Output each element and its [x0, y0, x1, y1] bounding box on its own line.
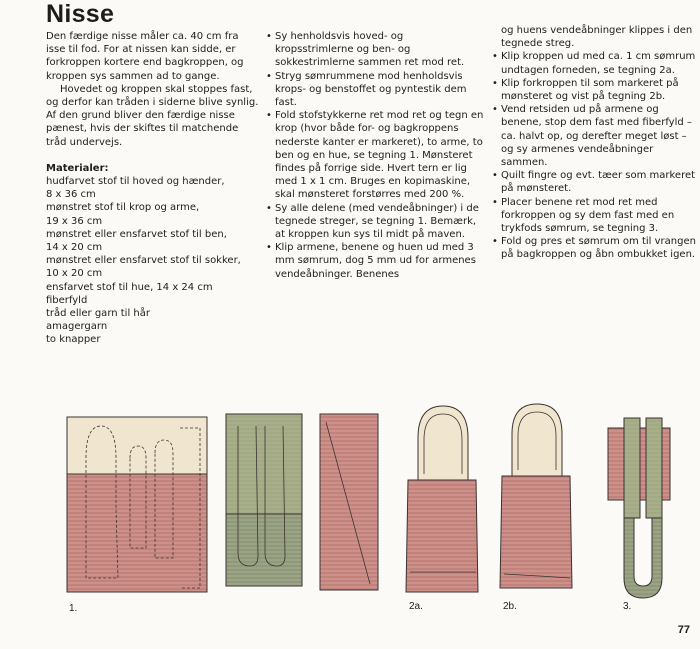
figure-label-1: 1. [69, 603, 78, 614]
figure-2b-trimmed-body [500, 404, 572, 588]
material-item: ensfarvet stof til hue, 14 x 24 cm [46, 281, 213, 293]
step-item: • Klip kroppen ud med ca. 1 cm sømrum undtagen forneden, se tegning 2a. [492, 50, 698, 76]
step-item: • Stryg sømrummene mod henholdsvis krops- og benstoffet og pyntestik dem fast. [266, 70, 484, 110]
material-item: 10 x 20 cm [46, 268, 103, 280]
material-item: mønstret eller ensfarvet stof til ben, [46, 228, 227, 240]
step-item: • Fold stofstykkerne ret mod ret og tegn en krop (hvor både for- og bagkroppens nederste kanter er markeret), to arme, to ben og en hue, se tegning 1. Mønsteret findes på forrige side. Hvert tern er lig med 1 x 1 cm. Bruges en kopimaskine, skal mønsteret forstørres med 200 %. [266, 109, 484, 201]
material-item: 8 x 36 cm [46, 189, 96, 201]
column-steps-1 [266, 30, 484, 281]
step-item: • Vend retsiden ud på armene og benene, stop dem fast med fiberfyld – ca. halvt op, og derefter meget løst – og sy armenes vendeåbninger sammen. [492, 103, 698, 169]
material-item: mønstret stof til krop og arme, [46, 202, 200, 214]
figure-1-hat-pattern [320, 414, 378, 590]
material-item: 14 x 20 cm [46, 242, 103, 254]
step-item: • Fold og pres et sømrum om til vrangen på bagkroppen og åbn ombukket igen. [492, 235, 698, 261]
figure-2a-cut-body [406, 406, 478, 592]
step-item: • Sy alle delene (med vendeåbninger) i de tegnede streger, se tegning 1. Bemærk, at kroppen kun sys til midt på maven. [266, 202, 484, 242]
intro-paragraph: Hovedet og kroppen skal stoppes fast, og derfor kan tråden i siderne blive synlig. Af den grund bliver den færdige nisse pænest, hvis der skiftes til matchende tråd undervejs. [46, 83, 259, 148]
materials-list [46, 175, 260, 347]
material-item: amagergarn [46, 321, 108, 333]
material-item: fiberfyld [46, 294, 88, 306]
material-item: mønstret eller ensfarvet stof til sokker, [46, 255, 241, 267]
materials-heading: Materialer: [46, 162, 109, 174]
figure-3-attached-legs [608, 418, 670, 598]
material-item: hudfarvet stof til hoved og hænder, [46, 176, 225, 188]
column-intro [46, 30, 260, 347]
column-steps-2 [492, 24, 698, 262]
figure-1-body-pattern [67, 417, 207, 592]
page-number: 77 [677, 624, 690, 636]
material-item: to knapper [46, 334, 101, 346]
material-item: tråd eller garn til hår [46, 308, 150, 320]
step-item: • Sy henholdsvis hoved- og kropsstrimlerne og ben- og sokkestrimlerne sammen ret mod ret. [266, 30, 484, 70]
figure-label-2a: 2a. [409, 601, 423, 612]
continued-text: og huens vendeåbninger klippes i den tegnede streg. [501, 25, 693, 50]
page-title: Nisse [46, 0, 115, 28]
figure-label-2b: 2b. [503, 601, 517, 612]
step-item: • Klip armene, benene og huen ud med 3 mm sømrum, dog 5 mm ud for armenes vendeåbninger. Benenes [266, 241, 484, 281]
figure-1-leg-pattern [226, 414, 302, 586]
material-item: 19 x 36 cm [46, 215, 103, 227]
step-item: • Placer benene ret mod ret med forkroppen og sy dem fast med en trykfods sømrum, se tegning 3. [492, 196, 698, 236]
sewing-illustrations [0, 388, 700, 614]
intro-paragraph: Den færdige nisse måler ca. 40 cm fra isse til fod. For at nissen kan sidde, er forkroppen kortere end bagkroppen, og kroppen sys sammen ad to gange. [46, 31, 244, 82]
step-item: • Quilt fingre og evt. tæer som markeret på mønsteret. [492, 169, 698, 195]
figure-label-3: 3. [623, 601, 632, 612]
step-item: • Klip forkroppen til som markeret på mønsteret og vist på tegning 2b. [492, 77, 698, 103]
